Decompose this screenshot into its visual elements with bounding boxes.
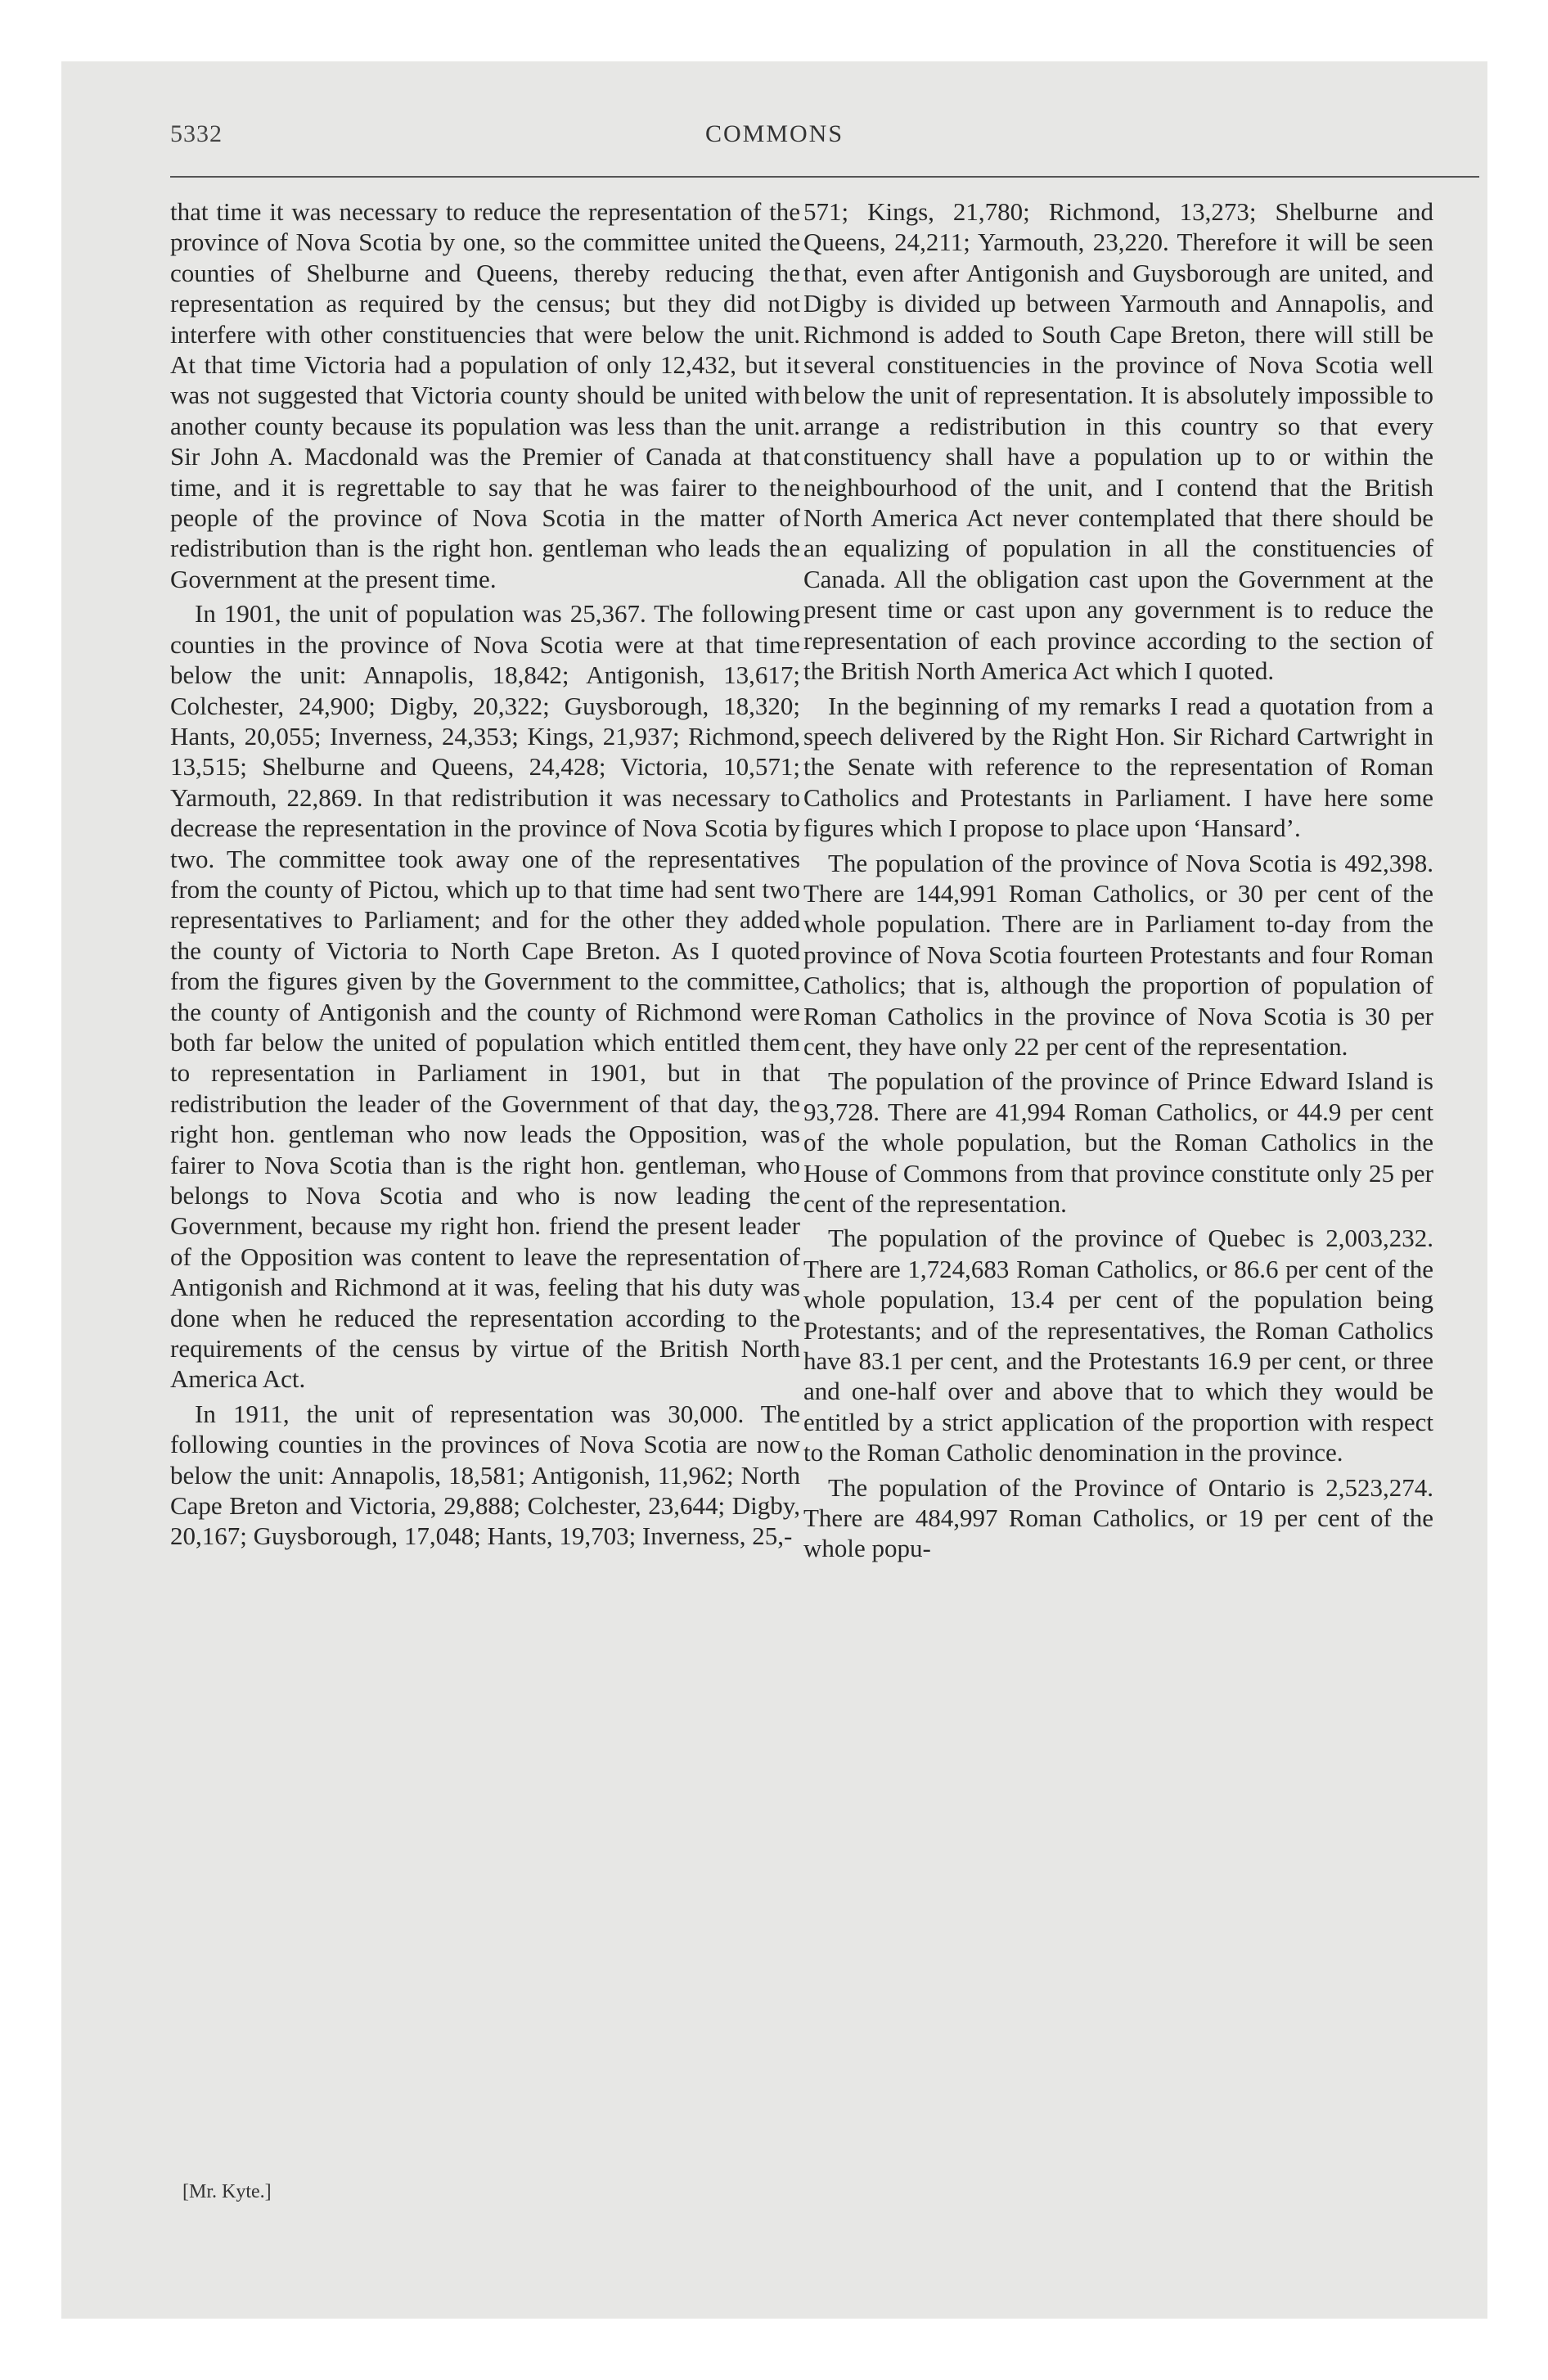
paragraph: The population of the province of Nova Scotia is 492,398. There are 144,991 Roman Catholics, or 30 per cent of the whole population. There are in Parliament to-day from the province of Nova Scotia fourteen Protestants and four Roman Catholics; that is, although the proportion of population of Roman Catholics in the province of Nova Scotia is 30 per cent, they have only 22 per cent of the representation. xyxy=(803,848,1433,1061)
paragraph: The population of the province of Prince Edward Island is 93,728. There are 41,994 Roman Catholics, or 44.9 per cent of the whole population, but the Roman Catholics in the House of Commons from that province constitute only 25 per cent of the representation. xyxy=(803,1066,1433,1218)
left-column xyxy=(170,196,800,2177)
right-column xyxy=(803,196,1433,2177)
paragraph: In the beginning of my remarks I read a quotation from a speech delivered by the Right Hon. Sir Richard Cartwright in the Senate with reference to the representation of Roman Catholics and Protestants in Parliament. I have here some figures which I propose to place upon ‘Hansard’. xyxy=(803,691,1433,843)
hansard-page xyxy=(61,61,1487,2319)
paragraph: In 1911, the unit of representation was 30,000. The following counties in the provinces of Nova Scotia are now below the unit: Annapolis, 18,581; Antigonish, 11,962; North Cape Breton and Victoria, 29,888; Colchester, 23,644; Digby, 20,167; Guysborough, 17,048; Hants, 19,703; Inverness, 25,- xyxy=(170,1399,800,1551)
header-rule xyxy=(170,176,1479,178)
running-title: COMMONS xyxy=(704,120,844,147)
paragraph: that time it was necessary to reduce the representation of the province of Nova Scotia by one, so the committee united the counties of Shelburne and Queens, thereby reducing the representation as required by the census; but they did not interfere with other constituencies that were below the unit. At that time Victoria had a population of only 12,432, but it was not suggested that Victoria county should be united with another county because its population was less than the unit. Sir John A. Macdonald was the Premier of Canada at that time, and it is regrettable to say that he was fairer to the people of the province of Nova Scotia in the matter of redistribution than is the right hon. gentleman who leads the Government at the present time. xyxy=(170,197,800,593)
paragraph: 571; Kings, 21,780; Richmond, 13,273; Shelburne and Queens, 24,211; Yarmouth, 23,220. Therefore it will be seen that, even after Antigonish and Guysborough are united, and Digby is divided up between Yarmouth and Annapolis, and Richmond is added to South Cape Breton, there will still be several constituencies in the province of Nova Scotia well below the unit of representation. It is absolutely impossible to arrange a redistribution in this country so that every constituency shall have a population up to or within the neighbourhood of the unit, and I contend that the British North America Act never contemplated that there should be an equalizing of population in all the constituencies of Canada. All the obligation cast upon the Government at the present time or cast upon any government is to reduce the representation of each province according to the section of the British North America Act which I quoted. xyxy=(803,197,1433,686)
paragraph: In 1901, the unit of population was 25,367. The following counties in the province of Nova Scotia were at that time below the unit: Annapolis, 18,842; Antigonish, 13,617; Colchester, 24,900; Digby, 20,322; Guysborough, 18,320; Hants, 20,055; Inverness, 24,353; Kings, 21,937; Richmond, 13,515; Shelburne and Queens, 24,428; Victoria, 10,571; Yarmouth, 22,869. In that redistribution it was necessary to decrease the representation in the province of Nova Scotia by two. The committee took away one of the representatives from the county of Pictou, which up to that time had sent two representatives to Parliament; and for the other they added the county of Victoria to North Cape Breton. As I quoted from the figures given by the Government to the committee, the county of Antigonish and the county of Richmond were both far below the united of population which entitled them to representation in Parliament in 1901, but in that redistribution the leader of the Government of that day, the right hon. gentleman who now leads the Opposition, was fairer to Nova Scotia than is the right hon. gentleman, who belongs to Nova Scotia and who is now leading the Government, because my right hon. friend the present leader of the Opposition was content to leave the representation of Antigonish and Richmond at it was, feeling that his duty was done when he reduced the representation according to the requirements of the census by virtue of the British North America Act. xyxy=(170,599,800,1394)
page-number: 5332 xyxy=(170,120,223,147)
page-header xyxy=(61,120,1487,158)
paragraph: The population of the province of Quebec is 2,003,232. There are 1,724,683 Roman Catholics, or 86.6 per cent of the whole population, 13.4 per cent of the population being Protestants; and of the representatives, the Roman Catholics have 83.1 per cent, and the Protestants 16.9 per cent, or three and one-half over and above that to which they would be entitled by a strict application of the proportion with respect to the Roman Catholic denomination in the province. xyxy=(803,1224,1433,1467)
speaker-note: [Mr. Kyte.] xyxy=(182,2181,272,2202)
paragraph: The population of the Province of Ontario is 2,523,274. There are 484,997 Roman Catholics, or 19 per cent of the whole popu- xyxy=(803,1472,1433,1563)
